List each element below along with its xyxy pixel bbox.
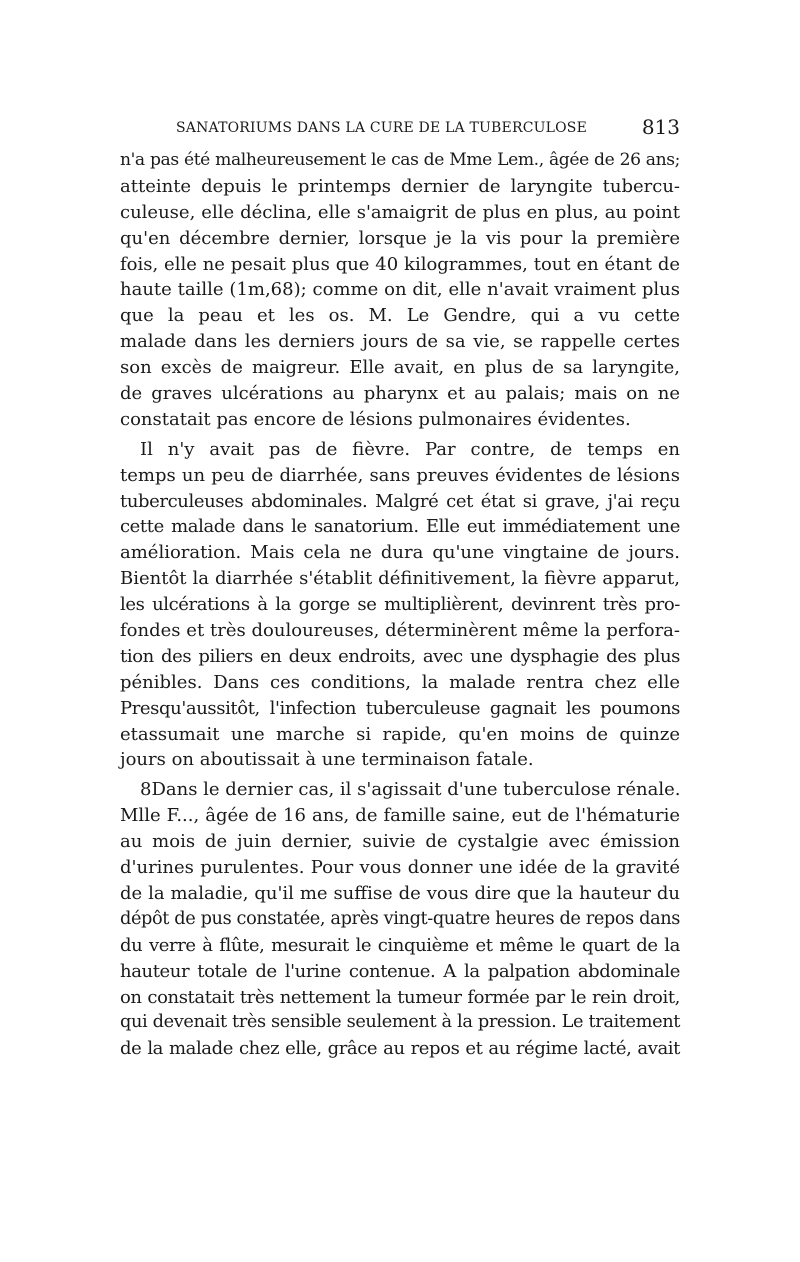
text-line: que la peau et les os. M. Le Gendre, qui a vu cette	[120, 305, 680, 327]
text-line: du verre à flûte, mesurait le cinquième et même le quart de la	[120, 934, 680, 956]
paragraph-1	[120, 148, 680, 433]
text-line: temps un peu de diarrhée, sans preuves évidentes de lésions	[120, 464, 680, 486]
text-line: son excès de maigreur. Elle avait, en plus de sa laryngite,	[120, 357, 680, 379]
text-line: qui devenait très sensible seulement à la pression. Le traitement	[120, 1012, 680, 1033]
text-line: hauteur totale de l'urine contenue. A la palpation abdominale	[120, 960, 680, 982]
text-line: n'a pas été malheureusement le cas de Mme Lem., âgée de 26 ans;	[120, 150, 680, 170]
text-line: atteinte depuis le printemps dernier de laryngite tubercu-	[120, 175, 680, 197]
text-line: cette malade dans le sanatorium. Elle eut immédiatement une	[120, 516, 680, 538]
text-line: fois, elle ne pesait plus que 40 kilogrammes, tout en étant de	[120, 253, 680, 275]
text-line: les ulcérations à la gorge se multiplièrent, devinrent très pro-	[120, 594, 680, 616]
text-line: tuberculeuses abdominales. Malgré cet état si grave, j'ai reçu	[120, 490, 680, 512]
text-line: au mois de juin dernier, suivie de cystalgie avec émission	[120, 831, 680, 853]
text-line: jours on aboutissait à une terminaison fatale.	[120, 749, 534, 771]
text-line: haute taille (1m,68); comme on dit, elle n'avait vraiment plus	[120, 279, 680, 301]
page-number: 813	[641, 115, 680, 139]
running-head-title: SANATORIUMS DANS LA CURE DE LA TUBERCULOSE	[176, 120, 587, 136]
text-line: Il n'y avait pas de fièvre. Par contre, de temps en	[140, 438, 680, 460]
text-line: Presqu'aussitôt, l'infection tuberculeuse gagnait les poumons	[120, 697, 680, 719]
text-line: Bientôt la diarrhée s'établit définitivement, la fièvre apparut,	[120, 568, 680, 590]
text-line: dépôt de pus constatée, après vingt-quatre heures de repos dans	[120, 908, 680, 929]
text-line: tion des piliers en deux endroits, avec une dysphagie des plus	[120, 645, 680, 667]
text-line: de la maladie, qu'il me suffise de vous dire que la hauteur du	[120, 882, 680, 904]
text-line: constatait pas encore de lésions pulmonaires évidentes.	[120, 408, 631, 430]
paragraph-2	[120, 437, 680, 774]
text-line: de graves ulcérations au pharynx et au palais; mais on ne	[120, 383, 680, 405]
text-line: qu'en décembre dernier, lorsque je la vis pour la première	[120, 227, 680, 249]
text-line: 8Dans le dernier cas, il s'agissait d'une tuberculose rénale.	[140, 779, 681, 801]
text-line: Mlle F..., âgée de 16 ans, de famille saine, eut de l'hématurie	[120, 805, 680, 827]
body-text	[120, 148, 680, 1062]
text-line: malade dans les derniers jours de sa vie, se rappelle certes	[120, 331, 680, 353]
text-line: etassumait une marche si rapide, qu'en moins de quinze	[120, 723, 680, 745]
running-head	[120, 116, 680, 140]
text-line: on constatait très nettement la tumeur formée par le rein droit,	[120, 986, 680, 1008]
paragraph-3	[120, 777, 680, 1062]
text-line: d'urines purulentes. Pour vous donner une idée de la gravité	[120, 857, 680, 879]
text-line: amélioration. Mais cela ne dura qu'une vingtaine de jours.	[120, 542, 680, 564]
text-line: pénibles. Dans ces conditions, la malade rentra chez elle	[120, 671, 680, 693]
text-line: de la malade chez elle, grâce au repos et au régime lacté, avait	[120, 1038, 680, 1060]
text-line: culeuse, elle déclina, elle s'amaigrit de plus en plus, au point	[120, 201, 680, 223]
text-line: fondes et très douloureuses, déterminèrent même la perfora-	[120, 620, 680, 642]
